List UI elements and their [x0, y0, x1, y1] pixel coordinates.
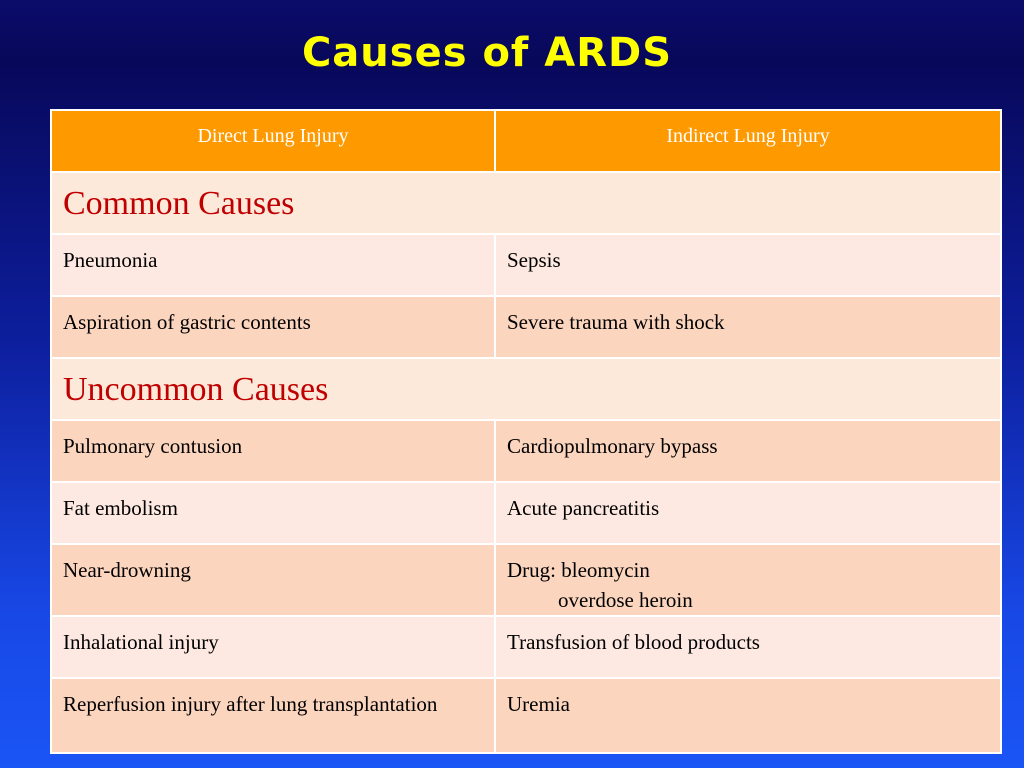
section-label-common: Common Causes — [51, 172, 1001, 234]
table-row — [51, 678, 1001, 753]
header-indirect-lung-injury: Indirect Lung Injury — [495, 110, 1001, 172]
table-row — [51, 482, 1001, 544]
indirect-cell: Sepsis — [495, 234, 1001, 296]
indirect-cell-line1: Drug: bleomycin — [507, 558, 650, 582]
header-direct-lung-injury: Direct Lung Injury — [51, 110, 495, 172]
table-row — [51, 616, 1001, 678]
indirect-cell-line2: overdose heroin — [558, 588, 693, 612]
table-row — [51, 420, 1001, 482]
direct-cell: Fat embolism — [51, 482, 495, 544]
table-row — [51, 234, 1001, 296]
section-row-uncommon — [51, 358, 1001, 420]
direct-cell: Pulmonary contusion — [51, 420, 495, 482]
slide-title: Causes of ARDS — [301, 30, 673, 76]
table-row — [51, 296, 1001, 358]
indirect-cell: Cardiopulmonary bypass — [495, 420, 1001, 482]
causes-table — [50, 109, 1002, 754]
direct-cell: Near-drowning — [51, 544, 495, 616]
indirect-cell: Uremia — [495, 678, 1001, 753]
direct-cell: Reperfusion injury after lung transplantation — [51, 678, 495, 753]
section-label-uncommon: Uncommon Causes — [51, 358, 1001, 420]
direct-cell: Aspiration of gastric contents — [51, 296, 495, 358]
indirect-cell — [495, 544, 1001, 616]
direct-cell: Pneumonia — [51, 234, 495, 296]
table-header-row — [51, 110, 1001, 172]
indirect-cell: Transfusion of blood products — [495, 616, 1001, 678]
direct-cell: Inhalational injury — [51, 616, 495, 678]
table-row — [51, 544, 1001, 616]
indirect-cell: Severe trauma with shock — [495, 296, 1001, 358]
indirect-cell: Acute pancreatitis — [495, 482, 1001, 544]
section-row-common — [51, 172, 1001, 234]
